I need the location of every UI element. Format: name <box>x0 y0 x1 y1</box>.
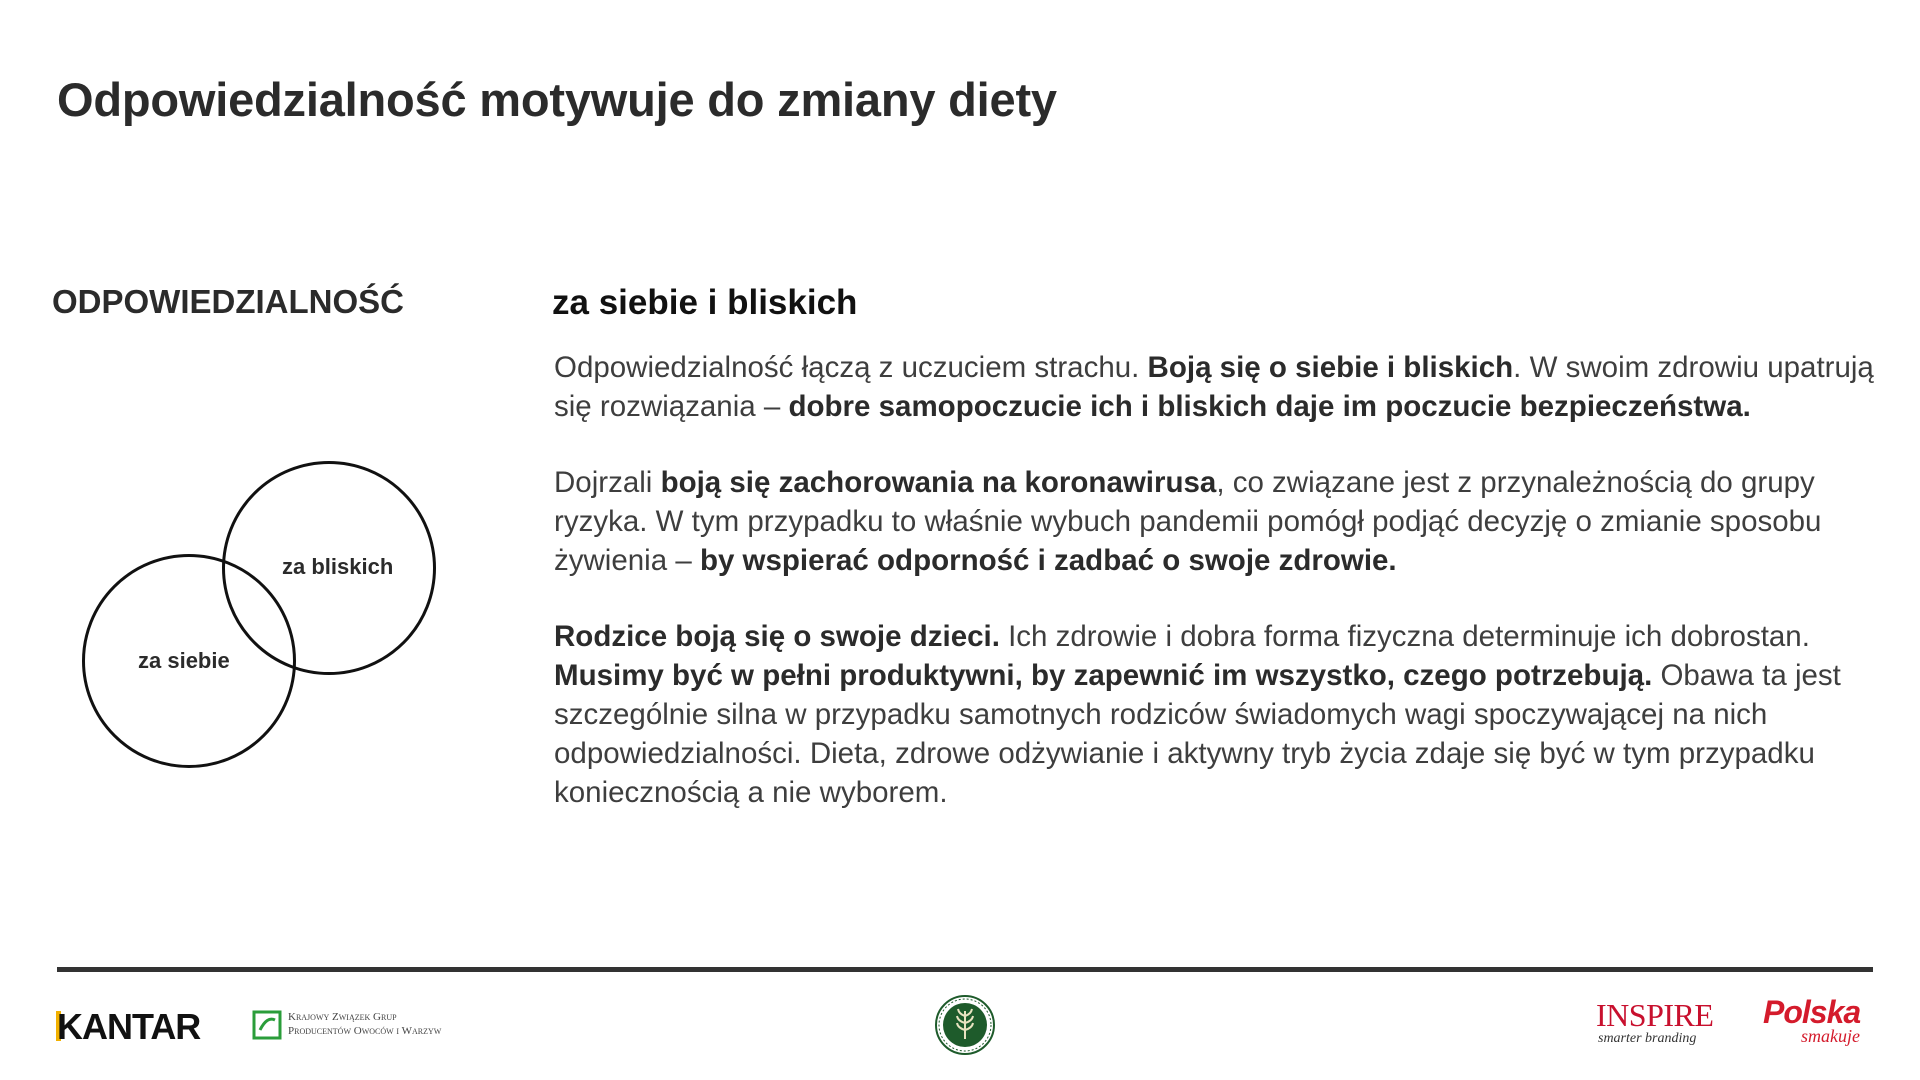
inspire-logo <box>1596 998 1731 1048</box>
text-run-bold: Boją się o siebie i bliskich <box>1147 351 1514 384</box>
kantar-logo <box>56 1006 200 1048</box>
venn-diagram <box>76 458 446 778</box>
footer-divider <box>57 967 1873 972</box>
text-run: . W swoim zdrowiu upatrują się rozwiązania – <box>554 351 1874 423</box>
kzgp-emblem-icon <box>252 1010 282 1040</box>
text-run: Odpowiedzialność łączą z uczuciem strachu. <box>554 351 1148 384</box>
inspire-wordmark: INSPIRE <box>1596 997 1714 1033</box>
kzgp-name <box>288 1010 458 1038</box>
text-run-bold: by wspierać odporność i zadbać o swoje zdrowie. <box>699 544 1397 577</box>
paragraph-strach <box>554 348 1874 426</box>
text-run: Dojrzali <box>554 466 661 499</box>
ministry-seal-icon <box>934 994 996 1056</box>
text-run-bold: boją się zachorowania na koronawirusa <box>660 466 1217 499</box>
inspire-tagline: smarter branding <box>1598 1031 1697 1046</box>
page-title: Odpowiedzialność motywuje do zmiany diety <box>57 73 1057 126</box>
body-text <box>554 348 1874 849</box>
kzgp-line-2: Producentów Owoców i Warzyw <box>288 1025 442 1037</box>
text-run-bold: dobre samopoczucie ich i bliskich daje im poczucie bezpieczeństwa. <box>788 390 1751 423</box>
kzgp-line-1: Krajowy Związek Grup <box>288 1011 397 1023</box>
kantar-wordmark: KANTAR <box>57 1006 201 1047</box>
section-label: ODPOWIEDZIALNOŚĆ <box>52 283 404 320</box>
paragraph-dojrzali <box>554 463 1874 580</box>
polska-subline: smakuje <box>1801 1026 1860 1046</box>
text-run: Ich zdrowie i dobra forma fizyczna determinuje ich dobrostan. <box>999 620 1810 653</box>
text-run: Obawa ta jest szczególnie silna w przypadku samotnych rodziców świadomych wagi spoczywającej na nich odpowiedzialności. Dieta, zdrowe odżywianie i aktywny tryb życia zdaje się być w tym przypadku koniecznością a nie wyborem. <box>554 659 1841 809</box>
section-subtitle: za siebie i bliskich <box>552 283 858 322</box>
text-run: , co związane jest z przynależnością do grupy ryzyka. W tym przypadku to właśnie wybuch pandemii pomógł podjąć decyzję o zmianie sposobu żywienia – <box>554 466 1822 577</box>
paragraph-rodzice <box>554 617 1874 812</box>
text-run-bold: Rodzice boją się o swoje dzieci. <box>554 620 1000 653</box>
kzgp-logo <box>252 1008 452 1044</box>
polska-smakuje-logo <box>1763 996 1883 1052</box>
text-run-bold: Musimy być w pełni produktywni, by zapewnić im wszystko, czego potrzebują. <box>554 659 1653 692</box>
venn-label-bliskich: za bliskich <box>282 554 394 579</box>
polska-wordmark: Polska <box>1763 994 1861 1030</box>
venn-label-siebie: za siebie <box>138 648 230 673</box>
